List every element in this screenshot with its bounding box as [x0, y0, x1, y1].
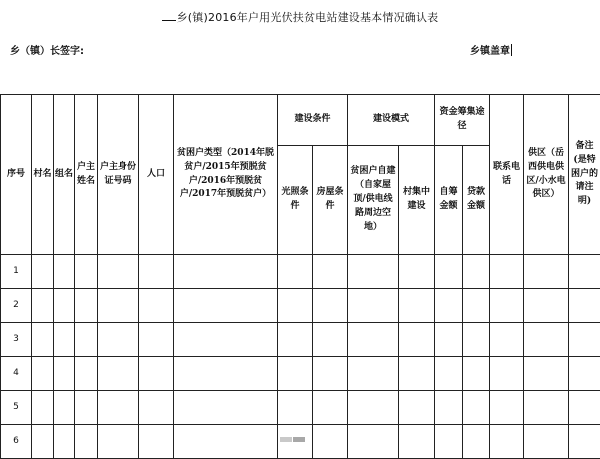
- confirmation-table: [0, 94, 600, 459]
- table-cell[interactable]: [313, 357, 348, 391]
- table-cell[interactable]: [278, 391, 313, 425]
- table-cell[interactable]: [174, 255, 278, 289]
- table-cell[interactable]: [139, 289, 174, 323]
- row-number: 3: [1, 323, 32, 357]
- table-cell[interactable]: [399, 323, 435, 357]
- stamp-label-text: 乡镇盖章: [470, 46, 510, 57]
- table-cell[interactable]: [490, 289, 524, 323]
- table-cell[interactable]: [313, 255, 348, 289]
- table-row: [1, 323, 600, 357]
- table-cell[interactable]: [32, 391, 54, 425]
- table-cell[interactable]: [524, 391, 569, 425]
- table-cell[interactable]: [98, 289, 139, 323]
- row-number: 4: [1, 357, 32, 391]
- table-cell[interactable]: [435, 357, 463, 391]
- table-row: [1, 391, 600, 425]
- header-poverty-type: 贫困户类型（2014年脱贫户/2015年预脱贫户/2016年预脱贫户/2017年预脱贫户）: [174, 95, 278, 255]
- table-cell[interactable]: [490, 255, 524, 289]
- table-cell[interactable]: [463, 289, 490, 323]
- table-cell[interactable]: [32, 255, 54, 289]
- table-cell[interactable]: [569, 289, 600, 323]
- scrollbar-arrow[interactable]: [293, 437, 305, 442]
- table-cell[interactable]: [139, 255, 174, 289]
- title-blank-underline: [162, 20, 176, 21]
- table-cell[interactable]: [348, 357, 399, 391]
- page-title: [0, 9, 600, 25]
- header-funding: 资金筹集途径: [435, 95, 490, 146]
- table-cell[interactable]: [348, 391, 399, 425]
- table-cell[interactable]: [32, 323, 54, 357]
- title-text: 乡(镇)2016年户用光伏扶贫电站建设基本情况确认表: [177, 11, 439, 24]
- header-mode: 建设模式: [348, 95, 435, 146]
- row-number: 1: [1, 255, 32, 289]
- table-cell[interactable]: [75, 255, 98, 289]
- table-cell[interactable]: [490, 323, 524, 357]
- signature-label: 乡（镇）长签字:: [10, 42, 84, 57]
- table-cell[interactable]: [174, 357, 278, 391]
- table-cell[interactable]: [174, 323, 278, 357]
- header-population: 人口: [139, 95, 174, 255]
- table-cell[interactable]: [524, 323, 569, 357]
- table-cell[interactable]: [278, 289, 313, 323]
- table-cell[interactable]: [435, 289, 463, 323]
- header-mode-village: 村集中建设: [399, 146, 435, 255]
- table-cell[interactable]: [139, 391, 174, 425]
- table-cell[interactable]: [524, 289, 569, 323]
- row-number: 2: [1, 289, 32, 323]
- table-cell[interactable]: [75, 323, 98, 357]
- table-cell[interactable]: [54, 255, 75, 289]
- table-cell[interactable]: [75, 357, 98, 391]
- table-cell[interactable]: [463, 255, 490, 289]
- header-village: 村名: [32, 95, 54, 255]
- table-cell[interactable]: [435, 391, 463, 425]
- table-cell[interactable]: [348, 289, 399, 323]
- table-cell[interactable]: [313, 391, 348, 425]
- header-note: 备注(是特困户的请注明): [569, 95, 600, 255]
- row-number: 5: [1, 391, 32, 425]
- table-row: [1, 357, 600, 391]
- header-id-number: 户主身份证号码: [98, 95, 139, 255]
- table-cell[interactable]: [98, 357, 139, 391]
- header-fund-self: 自筹金额: [435, 146, 463, 255]
- table-cell[interactable]: [524, 357, 569, 391]
- table-cell[interactable]: [399, 289, 435, 323]
- header-supply-area: 供区（岳西供电供区/小水电供区）: [524, 95, 569, 255]
- text-cursor: [511, 44, 512, 56]
- table-cell[interactable]: [32, 289, 54, 323]
- header-cond-light: 光照条件: [278, 146, 313, 255]
- table-cell[interactable]: [490, 391, 524, 425]
- stamp-label: [470, 42, 512, 57]
- row-number: 6: [1, 425, 32, 459]
- table-cell[interactable]: [174, 289, 278, 323]
- table-row: [1, 289, 600, 323]
- table-cell[interactable]: [313, 289, 348, 323]
- table-cell[interactable]: [399, 391, 435, 425]
- table-cell[interactable]: [463, 323, 490, 357]
- table-cell[interactable]: [75, 391, 98, 425]
- table-cell[interactable]: [174, 391, 278, 425]
- table-cell[interactable]: [98, 255, 139, 289]
- table-cell[interactable]: [139, 357, 174, 391]
- table-row: [1, 255, 600, 289]
- table-cell[interactable]: [463, 357, 490, 391]
- header-group: 组名: [54, 95, 75, 255]
- table-cell[interactable]: [98, 391, 139, 425]
- table-cell[interactable]: [98, 323, 139, 357]
- table-cell[interactable]: [490, 357, 524, 391]
- table-cell[interactable]: [435, 255, 463, 289]
- table-cell[interactable]: [139, 323, 174, 357]
- header-seq: 序号: [1, 95, 32, 255]
- table-cell[interactable]: [313, 323, 348, 357]
- header-cond-house: 房屋条件: [313, 146, 348, 255]
- table-cell[interactable]: [348, 323, 399, 357]
- table-cell[interactable]: [399, 357, 435, 391]
- table-cell[interactable]: [278, 255, 313, 289]
- table-cell[interactable]: [348, 255, 399, 289]
- table-cell[interactable]: [524, 255, 569, 289]
- table-cell[interactable]: [569, 391, 600, 425]
- table-cell[interactable]: [278, 323, 313, 357]
- header-fund-loan: 贷款金额: [463, 146, 490, 255]
- header-mode-self: 贫困户自建（自家屋顶/供电线路周边空地）: [348, 146, 399, 255]
- table-cell[interactable]: [569, 255, 600, 289]
- table-cell[interactable]: [32, 357, 54, 391]
- table-cell[interactable]: [54, 391, 75, 425]
- table-cell[interactable]: [54, 357, 75, 391]
- table-cell[interactable]: [435, 323, 463, 357]
- table-cell[interactable]: [54, 323, 75, 357]
- table-cell[interactable]: [278, 357, 313, 391]
- header-householder: 户主姓名: [75, 95, 98, 255]
- header-conditions: 建设条件: [278, 95, 348, 146]
- table-cell[interactable]: [569, 357, 600, 391]
- table-cell[interactable]: [463, 391, 490, 425]
- table-cell[interactable]: [569, 323, 600, 357]
- table-cell[interactable]: [54, 289, 75, 323]
- table-cell[interactable]: [75, 289, 98, 323]
- scrollbar-thumb[interactable]: [280, 437, 292, 442]
- header-phone: 联系电话: [490, 95, 524, 255]
- table-cell[interactable]: [399, 255, 435, 289]
